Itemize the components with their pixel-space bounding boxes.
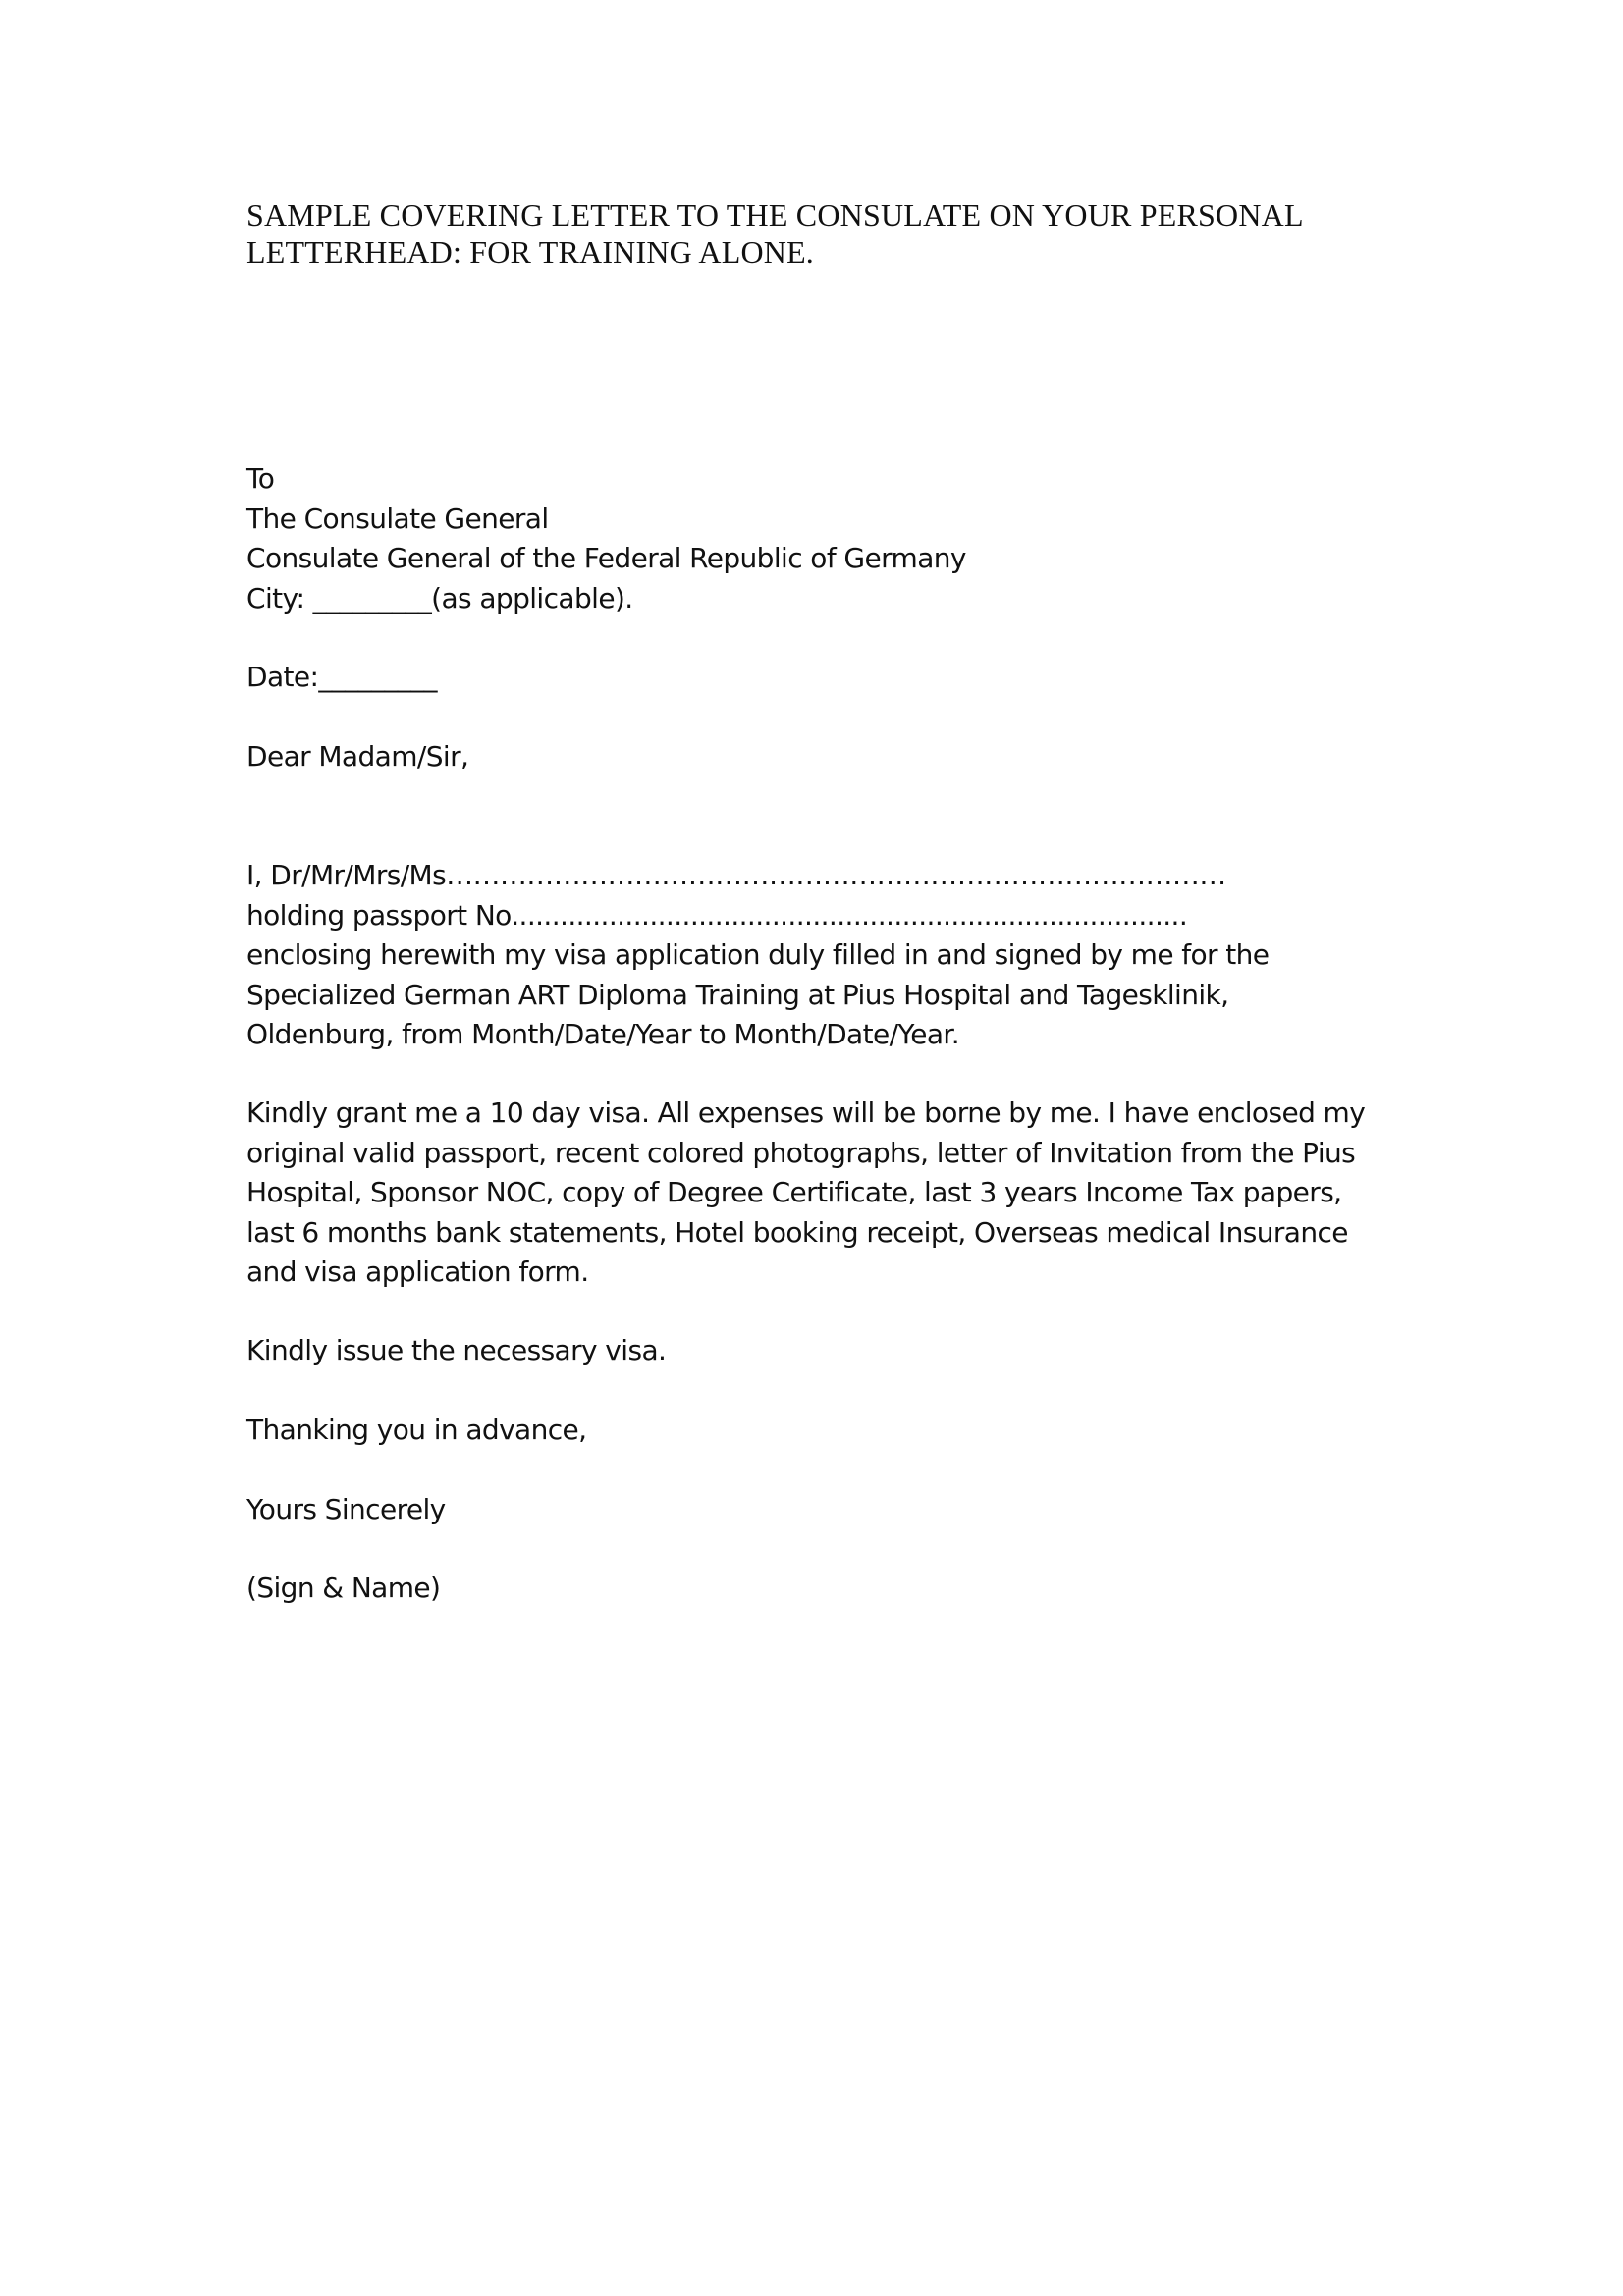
signature-placeholder [246, 1569, 1385, 1609]
closing-line: Yours Sincerely [246, 1493, 446, 1525]
recipient-address [246, 459, 1385, 618]
request-line-5: and visa application form. [246, 1255, 589, 1288]
intro-paragraph [246, 856, 1385, 1055]
closing [246, 1490, 1385, 1530]
intro-line-5: Oldenburg, from Month/Date/Year to Month/Date/Year. [246, 1018, 960, 1050]
heading-line-1: SAMPLE COVERING LETTER TO THE CONSULATE ON YOUR PERSONAL [246, 197, 1304, 233]
request-line-2: original valid passport, recent colored photographs, letter of Invitation from the Pius [246, 1136, 1356, 1169]
date-line: Date:_________ [246, 661, 437, 693]
request-line-3: Hospital, Sponsor NOC, copy of Degree Certificate, last 3 years Income Tax papers, [246, 1176, 1342, 1208]
letter-date [246, 658, 1385, 698]
thanks-line: Thanking you in advance, [246, 1414, 587, 1446]
address-line-2: Consulate General of the Federal Republic of Germany [246, 542, 966, 574]
heading-line-2: LETTERHEAD: FOR TRAINING ALONE. [246, 235, 815, 270]
letter-heading [246, 196, 1405, 271]
request-line-1: Kindly grant me a 10 day visa. All expenses will be borne by me. I have enclosed my [246, 1096, 1366, 1129]
intro-line-2: holding passport No................................................................................... [246, 898, 1188, 932]
thanks-paragraph [246, 1411, 1385, 1451]
salutation-line: Dear Madam/Sir, [246, 740, 469, 773]
intro-line-3: enclosing herewith my visa application duly filled in and signed by me for the [246, 938, 1270, 971]
intro-line-4: Specialized German ART Diploma Training at Pius Hospital and Tagesklinik, [246, 978, 1229, 1011]
request-paragraph [246, 1094, 1385, 1293]
request-line-4: last 6 months bank statements, Hotel booking receipt, Overseas medical Insurance [246, 1215, 1348, 1249]
address-to: To [246, 462, 275, 495]
address-line-1: The Consulate General [246, 502, 549, 535]
salutation [246, 737, 1385, 777]
issue-paragraph [246, 1331, 1385, 1371]
intro-line-1: I, Dr/Mr/Mrs/Ms…………………………………………………………………………… [246, 859, 1226, 891]
issue-line: Kindly issue the necessary visa. [246, 1334, 667, 1366]
sign-line: (Sign & Name) [246, 1572, 441, 1604]
address-city: City: _________(as applicable). [246, 581, 633, 614]
